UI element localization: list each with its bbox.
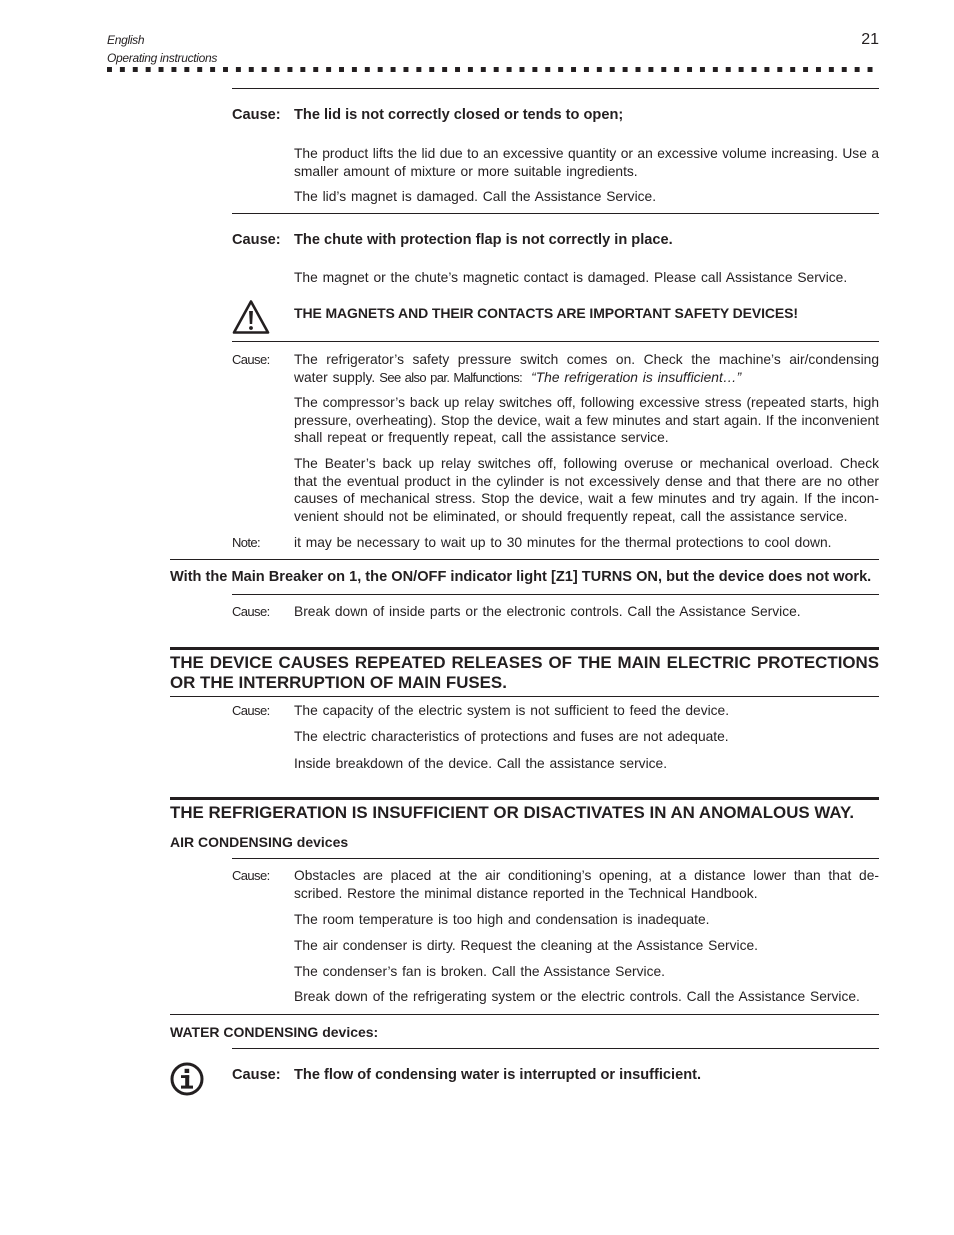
heading-divider	[170, 797, 879, 800]
cause-text: The condenser’s fan is broken. Call the Assistance Service.	[294, 964, 665, 979]
cause-text: Break down of the refrigerating system or the electric controls. Call the Assistance Service.	[294, 989, 860, 1004]
cross-reference: See also par. Malfunctions:	[379, 369, 523, 385]
safety-warning: THE MAGNETS AND THEIR CONTACTS ARE IMPORTANT SAFETY DEVICES!	[294, 305, 798, 321]
remedy-text: The lid’s magnet is damaged. Call the Assistance Service.	[294, 189, 657, 204]
cause-text: The electric characteristics of protections and fuses are not adequate.	[294, 729, 729, 744]
cause-label: Cause:	[232, 1067, 281, 1083]
cause-label: Cause:	[232, 352, 270, 367]
paragraph-line: venient should not be eliminated, or should frequently repeat, call the assistance service.	[294, 508, 848, 524]
paragraph-line	[294, 369, 879, 387]
paragraph-line: Obstacles are placed at the air conditioning’s opening, at a distance lower than that de-	[294, 868, 879, 883]
section-heading	[170, 653, 879, 693]
cross-reference-title: “The refrigeration is insufficient…”	[531, 369, 742, 385]
header-language: English	[107, 33, 145, 47]
paragraph-line: smaller amount of mixture or more suitable ingredients.	[294, 163, 638, 179]
paragraph-line: pressure, overheating). Stop the device, wait a few minutes and start again. If the inconvenient	[294, 412, 879, 428]
section-divider	[232, 341, 879, 342]
pressure-switch-paragraph	[294, 351, 879, 386]
section-divider	[232, 858, 879, 859]
section-divider	[232, 213, 879, 214]
cause-label: Cause:	[232, 703, 270, 718]
cause-text: The capacity of the electric system is not sufficient to feed the device.	[294, 703, 730, 718]
cause-text: Break down of inside parts or the electronic controls. Call the Assistance Service.	[294, 604, 801, 619]
paragraph-line: that the eventual product in the cylinder is not excessively dense and that there are no other	[294, 473, 879, 489]
heading-line: OR THE INTERRUPTION OF MAIN FUSES.	[170, 673, 507, 692]
section-divider	[232, 1048, 879, 1049]
cause-text: Inside breakdown of the device. Call the assistance service.	[294, 756, 668, 771]
problem-title: With the Main Breaker on 1, the ON/OFF indicator light [Z1] TURNS ON, but the device does not work.	[170, 569, 872, 585]
info-icon	[170, 1062, 204, 1096]
cause-label: Cause:	[232, 232, 281, 248]
compressor-paragraph	[294, 394, 879, 447]
cause-label: Cause:	[232, 868, 270, 883]
cause-text: The room temperature is too high and condensation is inadequate.	[294, 912, 710, 927]
cause-label: Cause:	[232, 604, 270, 619]
note-label: Note:	[232, 535, 261, 550]
cause-title: The flow of condensing water is interrupted or insufficient.	[294, 1067, 702, 1083]
paragraph-line: scribed. Restore the minimal distance reported in the Technical Handbook.	[294, 885, 758, 901]
subsection-title: AIR CONDENSING devices	[170, 834, 349, 850]
heading-line: THE DEVICE CAUSES REPEATED RELEASES OF THE MAIN ELECTRIC PROTECTIONS	[170, 653, 879, 672]
warning-triangle-icon	[232, 299, 270, 335]
header-dotted-divider	[107, 67, 879, 72]
paragraph-line: The refrigerator’s safety pressure switch comes on. Check the machine’s air/condensing	[294, 352, 879, 367]
page-number: 21	[861, 31, 879, 48]
obstacles-paragraph	[294, 867, 879, 902]
paragraph-text: water supply.	[294, 369, 376, 385]
section-divider	[170, 559, 879, 560]
beater-paragraph	[294, 455, 879, 525]
paragraph-line: causes of mechanical stress. Stop the device, wait a few minutes and try again. If the incon-	[294, 491, 879, 507]
section-divider	[170, 1014, 879, 1015]
remedy-text: The magnet or the chute’s magnetic contact is damaged. Please call Assistance Service.	[294, 270, 848, 285]
paragraph-line: shall repeat or frequently repeat, call the assistance service.	[294, 430, 669, 446]
header-section-title: Operating instructions	[107, 51, 218, 65]
note-text: it may be necessary to wait up to 30 minutes for the thermal protections to cool down.	[294, 535, 832, 550]
paragraph-line: The Beater’s back up relay switches off, following overuse or mechanical overload. Check	[294, 456, 879, 471]
heading-divider	[170, 647, 879, 650]
section-divider	[232, 594, 879, 595]
cause-title: The chute with protection flap is not correctly in place.	[294, 232, 673, 248]
subsection-title: WATER CONDENSING devices:	[170, 1024, 379, 1040]
paragraph-line: The compressor’s back up relay switches off, following excessive stress (repeated starts, high	[294, 395, 879, 410]
remedy-paragraph	[294, 145, 879, 180]
paragraph-line: The product lifts the lid due to an excessive quantity or an excessive volume increasing. Use a	[294, 146, 879, 161]
section-divider	[232, 88, 879, 89]
cause-label: Cause:	[232, 107, 281, 123]
cause-text: The air condenser is dirty. Request the cleaning at the Assistance Service.	[294, 938, 758, 953]
section-heading: THE REFRIGERATION IS INSUFFICIENT OR DISACTIVATES IN AN ANOMALOUS WAY.	[170, 803, 855, 822]
section-divider	[170, 696, 879, 697]
cause-title: The lid is not correctly closed or tends to open;	[294, 107, 624, 123]
